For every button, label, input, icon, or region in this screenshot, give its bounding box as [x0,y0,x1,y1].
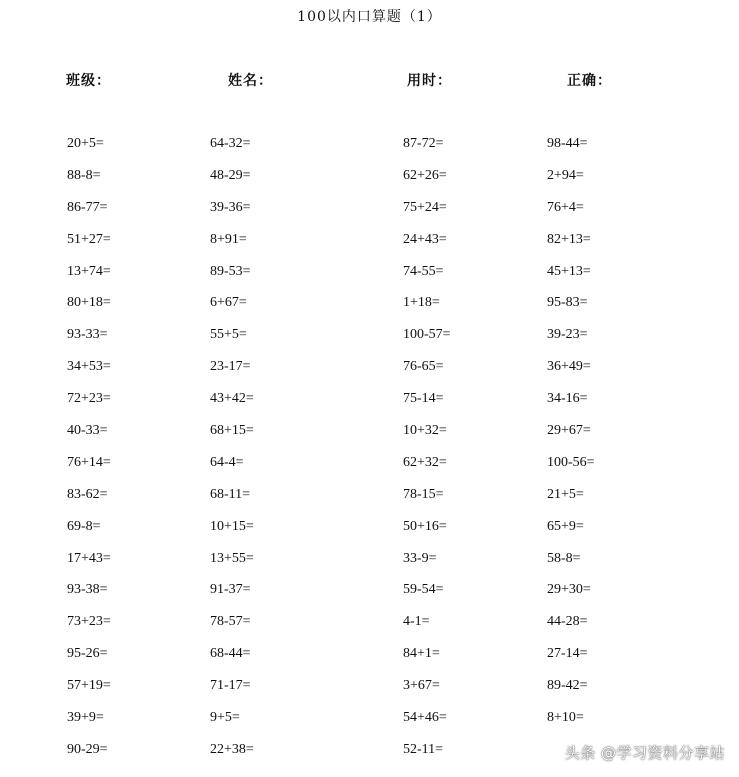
problem-item: 22+38= [210,741,254,757]
problem-row [0,580,739,612]
problem-item: 93-33= [67,327,108,343]
page-title: 100以内口算题（1） [297,9,442,25]
problem-item: 95-26= [67,646,108,662]
problem-row [0,293,739,325]
problem-item: 58-8= [547,550,581,566]
problem-item: 71-17= [210,678,251,694]
problem-item: 64-32= [210,136,251,151]
problem-item: 45+13= [547,263,591,279]
problem-row [0,325,739,357]
time-label: 用时： [407,73,452,89]
problem-item: 69-8= [67,518,101,534]
problem-item: 72+23= [67,391,111,407]
problem-item: 82+13= [547,231,591,247]
problem-row [0,134,739,166]
problem-row [0,517,739,549]
problem-item: 29+30= [547,582,591,598]
problem-item: 34-16= [547,391,588,407]
problem-item: 54+46= [403,710,447,726]
problem-item: 68-44= [210,646,251,662]
problem-row [0,357,739,389]
problem-item: 8+91= [210,231,247,247]
problem-item: 64-4= [210,454,244,470]
problem-grid [0,134,739,772]
problem-item: 39+9= [67,710,104,726]
problem-item: 29+67= [547,423,591,439]
problem-row [0,453,739,485]
problem-item: 39-23= [547,327,588,343]
problem-item: 89-42= [547,678,588,694]
problem-item: 90-29= [67,741,108,757]
problem-item: 10+32= [403,423,447,439]
problem-item: 51+27= [67,231,111,247]
problem-row [0,708,739,740]
problem-item: 34+53= [67,359,111,375]
problem-item: 87-72= [403,136,444,151]
problem-item: 23-17= [210,359,251,375]
problem-item: 55+5= [210,327,247,343]
problem-item: 39-36= [210,199,251,215]
problem-item: 100-57= [403,327,451,343]
problem-item: 52-11= [403,741,444,757]
problem-item: 78-15= [403,486,444,502]
problem-item: 57+19= [67,678,111,694]
problem-item: 84+1= [403,646,440,662]
problem-item: 74-55= [403,263,444,279]
problem-item: 75-14= [403,391,444,407]
problem-row [0,262,739,294]
problem-row [0,676,739,708]
problem-item: 40-33= [67,423,108,439]
problem-item: 13+55= [210,550,254,566]
problem-item: 44-28= [547,614,588,630]
problem-item: 3+67= [403,678,440,694]
problem-item: 59-54= [403,582,444,598]
problem-item: 86-77= [67,199,108,215]
problem-item: 91-37= [210,582,251,598]
problem-item: 50+16= [403,518,447,534]
problem-item: 4-1= [403,614,430,630]
problem-item: 88-8= [67,167,101,183]
problem-item: 2+94= [547,167,584,183]
problem-item: 43+42= [210,391,254,407]
problem-item: 24+43= [403,231,447,247]
problem-row [0,198,739,230]
problem-item: 100-56= [547,454,595,470]
problem-item: 8+10= [547,710,584,726]
problem-item: 48-29= [210,167,251,183]
problem-item: 95-83= [547,295,588,311]
problem-item: 6+67= [210,295,247,311]
problem-item: 65+9= [547,518,584,534]
problem-row [0,421,739,453]
problem-item: 93-38= [67,582,108,598]
problem-item: 20+5= [67,136,104,151]
problem-item: 78-57= [210,614,251,630]
problem-item: 76+4= [547,199,584,215]
problem-row [0,389,739,421]
problem-item: 17+43= [67,550,111,566]
problem-item: 9+5= [210,710,240,726]
problem-item: 33-9= [403,550,437,566]
watermark: 头条 @学习资料分享站 [564,744,725,762]
problem-item: 27-14= [547,646,588,662]
problem-item: 13+74= [67,263,111,279]
problem-item: 62+32= [403,454,447,470]
problem-item: 1+18= [403,295,440,311]
problem-item: 89-53= [210,263,251,279]
problem-row [0,644,739,676]
problem-row [0,166,739,198]
problem-item: 83-62= [67,486,108,502]
class-label: 班级： [66,73,111,89]
problem-item: 10+15= [210,518,254,534]
problem-item: 76+14= [67,454,111,470]
problem-row [0,612,739,644]
problem-item: 21+5= [547,486,584,502]
problem-item: 76-65= [403,359,444,375]
correct-label: 正确： [567,73,612,89]
problem-row [0,230,739,262]
problem-item: 75+24= [403,199,447,215]
name-label: 姓名： [228,73,273,89]
problem-item: 62+26= [403,167,447,183]
problem-item: 80+18= [67,295,111,311]
problem-item: 98-44= [547,136,588,151]
problem-row [0,485,739,517]
problem-item: 36+49= [547,359,591,375]
problem-item: 68+15= [210,423,254,439]
problem-row [0,549,739,581]
problem-item: 73+23= [67,614,111,630]
problem-item: 68-11= [210,486,251,502]
